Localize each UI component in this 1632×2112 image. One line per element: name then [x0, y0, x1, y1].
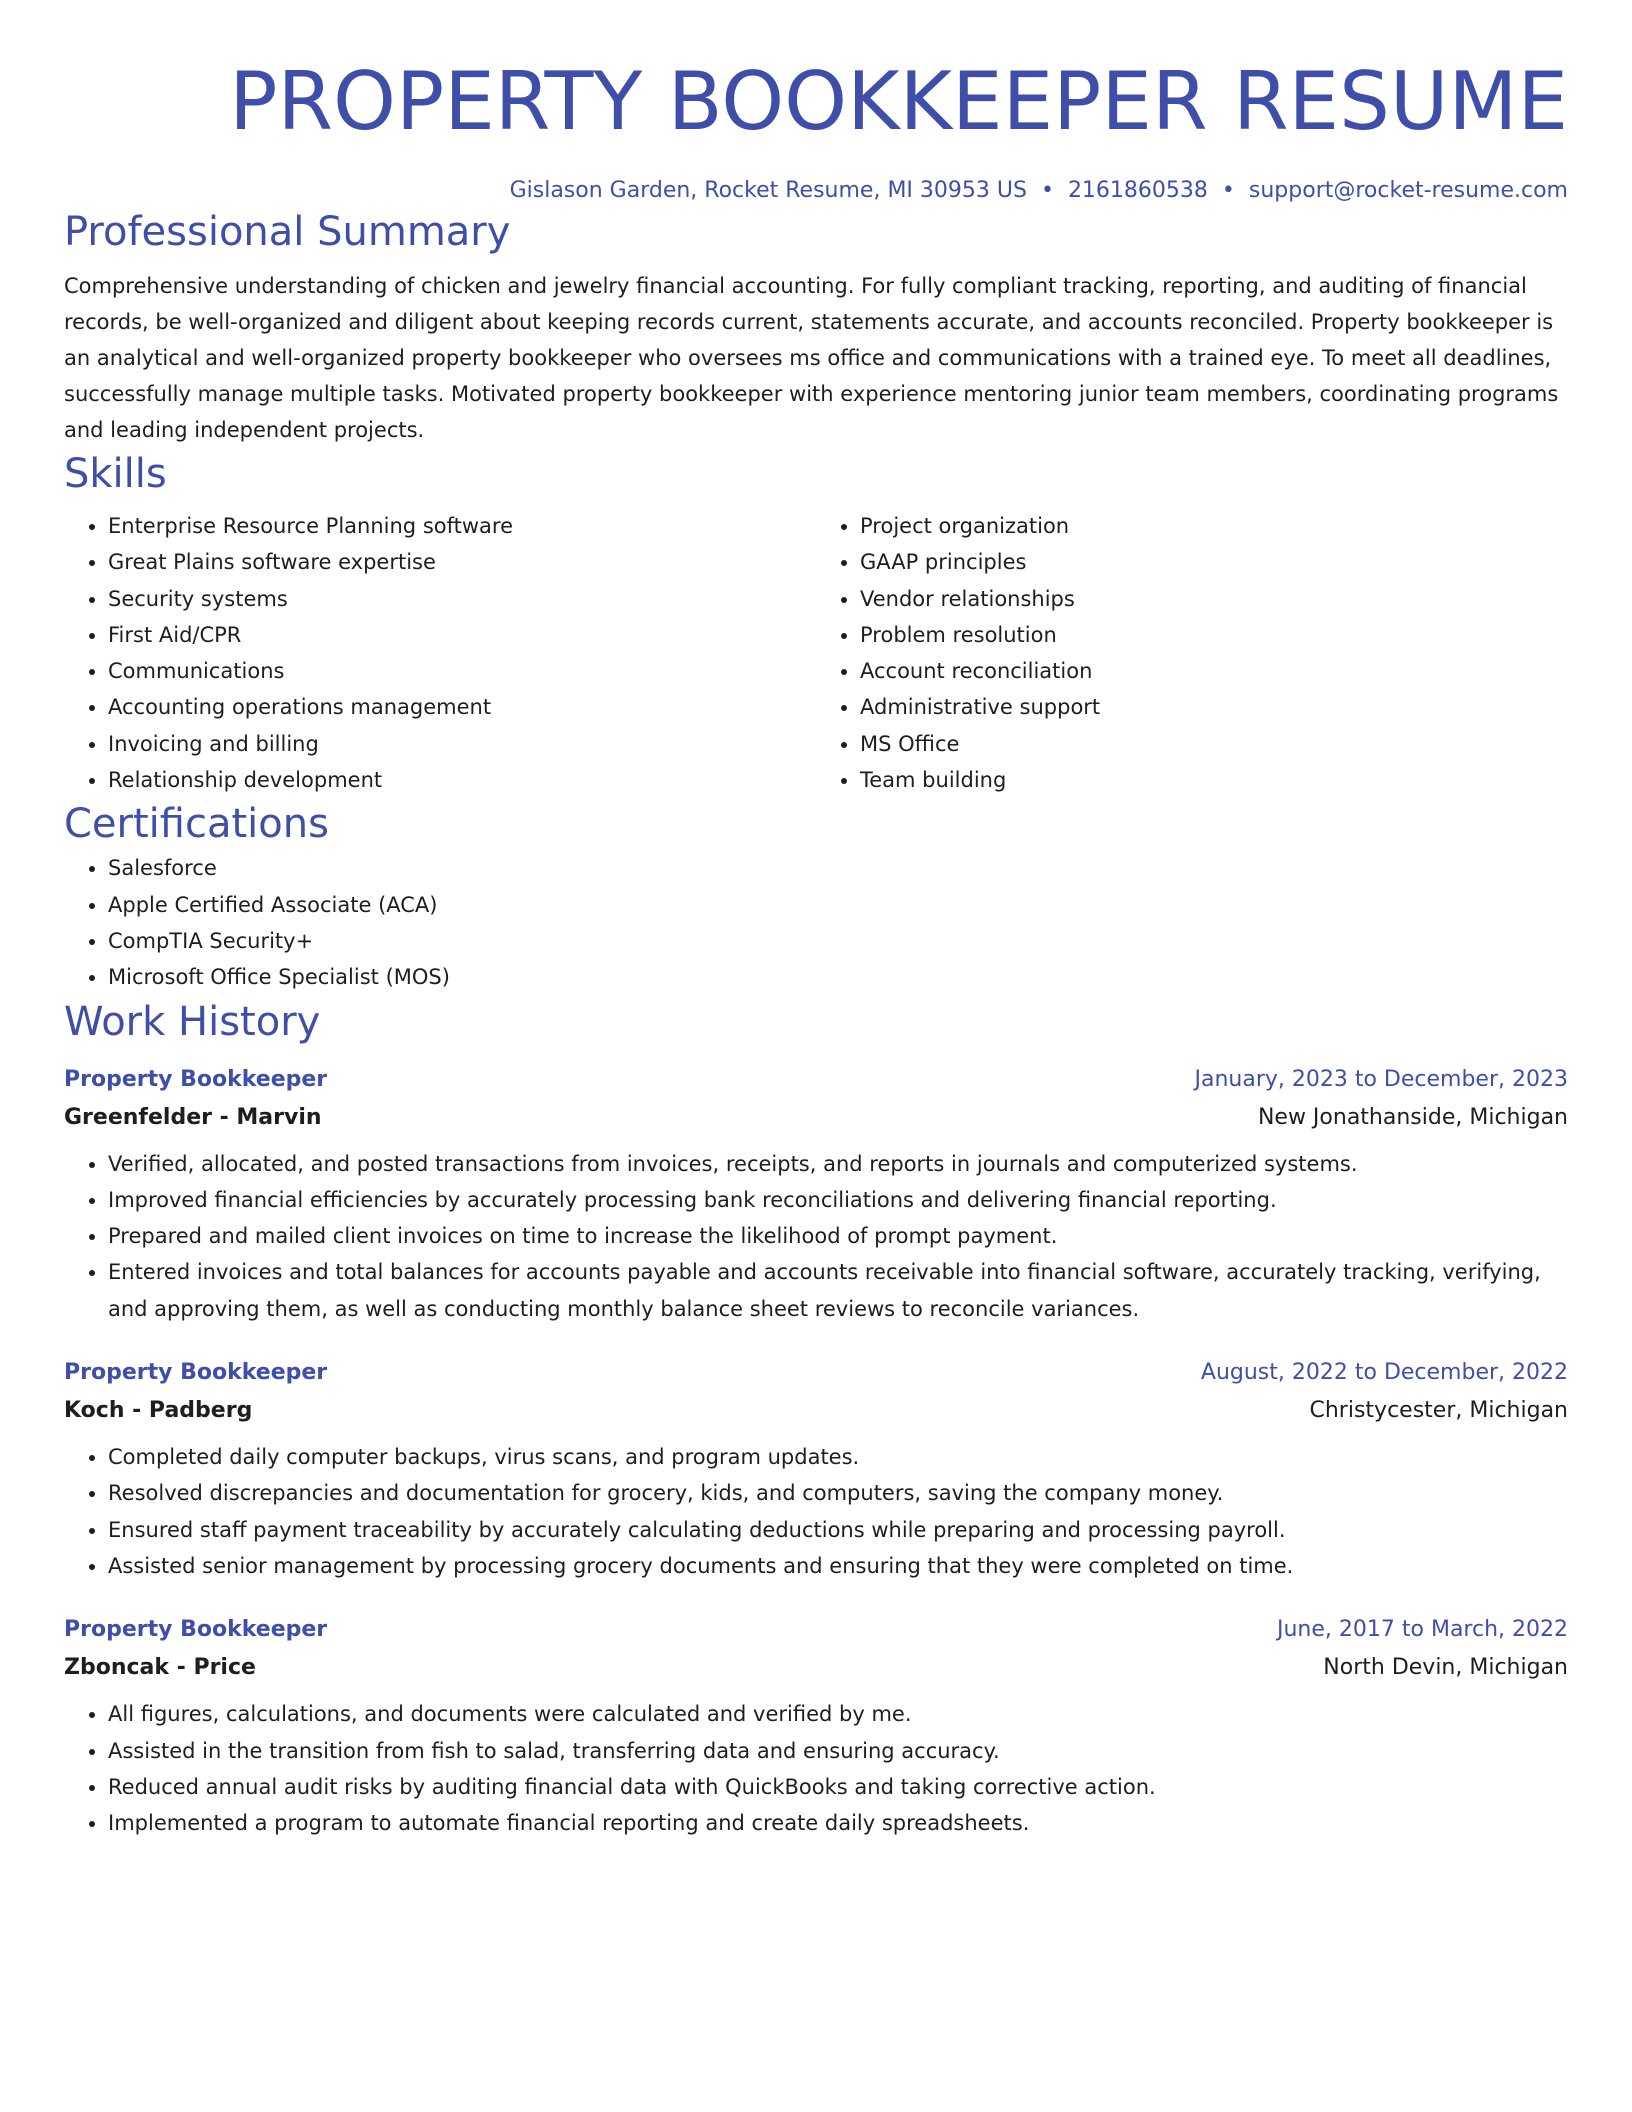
skill-item: • GAAP principles: [860, 544, 1568, 580]
skills-list-right: [816, 508, 1568, 798]
job-company: Koch - Padberg: [64, 1398, 253, 1424]
certifications-list: [64, 850, 1568, 995]
job-company-row: [64, 1098, 1568, 1138]
job-bullet: • Verified, allocated, and posted transactions from invoices, receipts, and reports in journals and computerized systems.: [108, 1146, 1568, 1182]
summary-text: Comprehensive understanding of chicken and jewelry financial accounting. For fully compliant tracking, reporting, and auditing of financial records, be well-organized and diligent about keeping records current, statements accurate, and accounts reconciled. Property bookkeeper is an analytical and well-organized property bookkeeper who oversees ms office and communications with a trained eye. To meet all deadlines, successfully manage multiple tasks. Motivated property bookkeeper with experience mentoring junior team members, coordinating programs and leading independent projects.: [64, 274, 1559, 442]
certification-item: • Microsoft Office Specialist (MOS): [108, 959, 1568, 995]
skill-item: • Great Plains software expertise: [108, 544, 816, 580]
skill-item: • Project organization: [860, 508, 1568, 544]
skill-item: • Vendor relationships: [860, 581, 1568, 617]
skill-item: • Security systems: [108, 581, 816, 617]
skill-item: • Communications: [108, 653, 816, 689]
job-bullet: • Improved financial efficiencies by accurately processing bank reconciliations and delivering financial reporting.: [108, 1182, 1568, 1218]
skill-item: • Enterprise Resource Planning software: [108, 508, 816, 544]
job-title: Property Bookkeeper: [64, 1617, 328, 1643]
job-title: Property Bookkeeper: [64, 1360, 328, 1386]
job-bullet: • All figures, calculations, and documents were calculated and verified by me.: [108, 1696, 1568, 1732]
job-location: North Devin, Michigan: [1323, 1655, 1568, 1681]
job-company-row: [64, 1648, 1568, 1688]
skill-item: • MS Office: [860, 726, 1568, 762]
job-bullets: [64, 1696, 1568, 1841]
skill-item: • Account reconciliation: [860, 653, 1568, 689]
job-bullet: • Assisted senior management by processing grocery documents and ensuring that they were completed on time.: [108, 1548, 1568, 1584]
summary-heading: Professional Summary: [64, 209, 511, 255]
job-company-row: [64, 1391, 1568, 1431]
job-dates: August, 2022 to December, 2022: [1200, 1360, 1568, 1386]
certifications-heading: Certifications: [64, 801, 329, 848]
contact-separator: •: [1040, 178, 1054, 203]
skill-item: • Problem resolution: [860, 617, 1568, 653]
skills-list-left: [64, 508, 816, 798]
job-bullets: [64, 1439, 1568, 1584]
skills-columns: [64, 508, 1568, 798]
job-entry: [64, 1062, 1568, 1327]
job-entry: [64, 1355, 1568, 1584]
skill-item: • Administrative support: [860, 689, 1568, 725]
job-header-row: [64, 1612, 1568, 1648]
job-header-row: [64, 1062, 1568, 1098]
resume-page: [64, 0, 1568, 1841]
job-bullet: • Assisted in the transition from fish to salad, transferring data and ensuring accuracy.: [108, 1733, 1568, 1769]
contact-separator: •: [1221, 178, 1235, 203]
contact-line: [64, 176, 1568, 206]
job-company: Greenfelder - Marvin: [64, 1104, 322, 1130]
skill-item: • Relationship development: [108, 762, 816, 798]
job-entry: [64, 1612, 1568, 1841]
job-company: Zboncak - Price: [64, 1655, 256, 1681]
certification-item: • Apple Certified Associate (ACA): [108, 887, 1568, 923]
job-bullets: [64, 1146, 1568, 1327]
contact-address: Gislason Garden, Rocket Resume, MI 30953 US: [509, 178, 1027, 203]
work-history-heading: Work History: [64, 998, 321, 1045]
certification-item: • Salesforce: [108, 850, 1568, 886]
job-dates: June, 2017 to March, 2022: [1277, 1617, 1568, 1643]
job-location: Christycester, Michigan: [1309, 1398, 1568, 1424]
certification-item: • CompTIA Security+: [108, 923, 1568, 959]
contact-email: support@rocket-resume.com: [1248, 178, 1568, 203]
contact-phone: 2161860538: [1067, 178, 1208, 203]
skills-heading: Skills: [64, 451, 167, 497]
job-bullet: • Implemented a program to automate financial reporting and create daily spreadsheets.: [108, 1805, 1568, 1841]
job-bullet: • Resolved discrepancies and documentation for grocery, kids, and computers, saving the company money.: [108, 1475, 1568, 1511]
job-bullet: • Completed daily computer backups, virus scans, and program updates.: [108, 1439, 1568, 1475]
job-title: Property Bookkeeper: [64, 1066, 328, 1092]
skill-item: • Team building: [860, 762, 1568, 798]
job-bullet: • Ensured staff payment traceability by accurately calculating deductions while preparing and processing payroll.: [108, 1512, 1568, 1548]
job-header-row: [64, 1355, 1568, 1391]
skill-item: • Invoicing and billing: [108, 726, 816, 762]
job-bullet: • Entered invoices and total balances for accounts payable and accounts receivable into financial software, accurately tracking, verifying, and approving them, as well as conducting monthly balance sheet reviews to reconcile variances.: [108, 1254, 1568, 1327]
skill-item: • First Aid/CPR: [108, 617, 816, 653]
skill-item: • Accounting operations management: [108, 689, 816, 725]
job-bullet: • Prepared and mailed client invoices on time to increase the likelihood of prompt payment.: [108, 1218, 1568, 1254]
job-bullet: • Reduced annual audit risks by auditing financial data with QuickBooks and taking corrective action.: [108, 1769, 1568, 1805]
job-location: New Jonathanside, Michigan: [1257, 1104, 1568, 1130]
job-dates: January, 2023 to December, 2023: [1194, 1066, 1568, 1092]
resume-title: PROPERTY BOOKKEEPER RESUME: [229, 55, 1568, 148]
